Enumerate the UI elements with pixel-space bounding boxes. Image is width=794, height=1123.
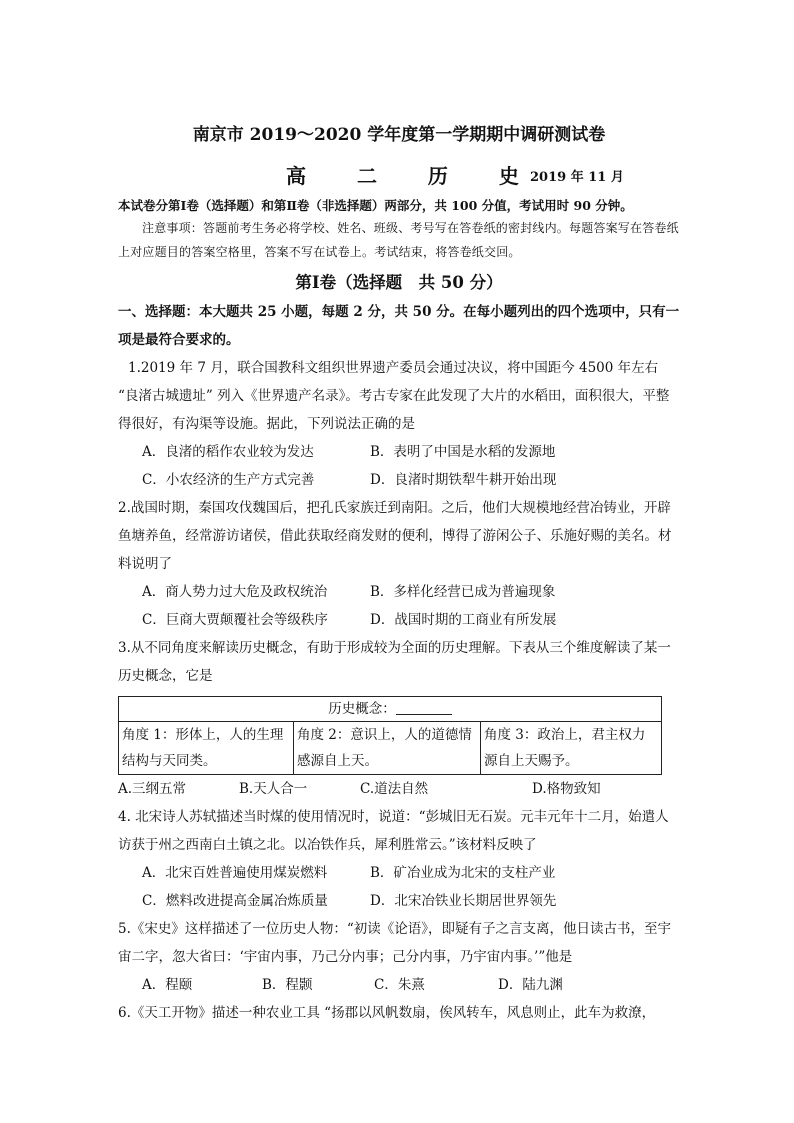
- options: [118, 859, 680, 915]
- question-1: [118, 354, 680, 494]
- exam-intro: 本试卷分第Ⅰ卷（选择题）和第Ⅱ卷（非选择题）两部分，共 100 分值，考试用时 90 分钟。: [118, 198, 633, 213]
- option-c: C．燃料改进提高金属冶炼质量: [142, 893, 328, 909]
- options: [118, 775, 680, 803]
- options: [118, 971, 680, 999]
- option-c: C．朱熹: [374, 977, 425, 993]
- question-stem: 4. 北宋诗人苏轼描述当时煤的使用情况时，说道：“彭城旧无石炭。元丰元年十二月，始遣人访获于州之西南白土镇之北。以冶铁作兵，犀利胜常云。”该材料反映了: [118, 809, 669, 853]
- subject-name: 高 二 历 史: [286, 164, 541, 188]
- question-stem: 2.战国时期，秦国攻伐魏国后，把孔氏家族迁到南阳。之后，他们大规模地经营冶铸业，开辟鱼塘养鱼，经常游访诸侯，借此获取经商发财的便利，博得了游闲公子、乐施好赐的美名。材料说明了: [118, 500, 672, 572]
- option-c: C．小农经济的生产方式完善: [142, 472, 315, 488]
- question-4: [118, 803, 680, 915]
- option-b: B．多样化经营已成为普遍现象: [370, 584, 556, 600]
- option-a: A．良渚的稻作农业较为发达: [142, 444, 314, 460]
- question-stem: 5.《宋史》这样描述了一位历史人物：“初读《论语》，即疑有子之言支离，他日读古书，至宇宙二字，忽大省曰：‘宇宙内事，乃己分内事；己分内事，乃宇宙内事。’”他是: [118, 921, 672, 965]
- table-header-label: 历史概念：: [328, 701, 396, 717]
- option-b: B．矿冶业成为北宋的支柱产业: [370, 865, 556, 881]
- option-a: A.三纲五常: [118, 781, 187, 797]
- question-stem: 6.《天工开物》描述一种农业工具 “扬郡以风帆数扇，俟风转车，风息则止，此车为救潦，: [118, 1005, 656, 1021]
- option-c: C．巨商大贾颠覆社会等级秩序: [142, 612, 328, 628]
- table-cell: 角度 2：意识上，人的道德情感源自上天。: [294, 722, 481, 775]
- options: [118, 438, 680, 494]
- table-cell: 角度 1：形体上，人的生理结构与天同类。: [119, 722, 294, 775]
- option-b: B.天人合一: [239, 781, 308, 797]
- options: [118, 578, 680, 634]
- option-c: C.道法自然: [360, 781, 429, 797]
- option-b: B．程颢: [262, 977, 313, 993]
- question-2: [118, 494, 680, 634]
- exam-notice: 注意事项：答题前考生务必将学校、姓名、班级、考号写在答卷纸的密封线内。每题答案写在答卷纸上对应题目的答案空格里，答案不写在试卷上。考试结束，将答卷纸交回。: [118, 221, 679, 259]
- question-stem: 3.从不同角度来解读历史概念，有助于形成较为全面的历史理解。下表从三个维度解读了某一历史概念，它是: [118, 640, 671, 684]
- concept-table: [118, 696, 662, 775]
- option-d: D.格物致知: [532, 781, 601, 797]
- question-3: [118, 634, 680, 803]
- option-d: D．陆九渊: [498, 977, 563, 993]
- option-d: D．战国时期的工商业有所发展: [370, 612, 557, 628]
- question-5: [118, 915, 680, 999]
- option-b: B．表明了中国是水稻的发源地: [370, 444, 556, 460]
- question-6: [118, 999, 680, 1027]
- option-a: A．北宋百姓普遍使用煤炭燃料: [142, 865, 328, 881]
- answer-blank: [396, 700, 452, 715]
- section-description: 一、选择题：本大题共 25 小题，每题 2 分，共 50 分。在每小题列出的四个选项中，只有一项是最符合要求的。: [118, 304, 680, 348]
- page-content: [118, 118, 680, 1027]
- table-header: [119, 697, 662, 722]
- exam-title: 南京市 2019～2020 学年度第一学期期中调研测试卷: [192, 125, 606, 145]
- table-cell: 角度 3：政治上，君主权力源自上天赐予。: [481, 722, 662, 775]
- section-title: 第Ⅰ卷（选择题 共 50 分）: [295, 273, 503, 292]
- option-d: D．北宋冶铁业长期居世界领先: [370, 893, 557, 909]
- option-a: A．商人势力过大危及政权统治: [142, 584, 328, 600]
- exam-date: 2019 年 11 月: [530, 170, 624, 185]
- option-a: A．程颐: [142, 977, 193, 993]
- option-d: D．良渚时期铁犁牛耕开始出现: [370, 472, 557, 488]
- subject-row: [118, 160, 680, 186]
- question-stem: 1.2019 年 7 月，联合国教科文组织世界遗产委员会通过决议，将中国距今 4500 年左右 “良渚古城遗址” 列入《世界遗产名录》。考古专家在此发现了大片的水稻田，面积很大，平整得很好，有沟渠等设施。据此，下列说法正确的是: [118, 360, 670, 432]
